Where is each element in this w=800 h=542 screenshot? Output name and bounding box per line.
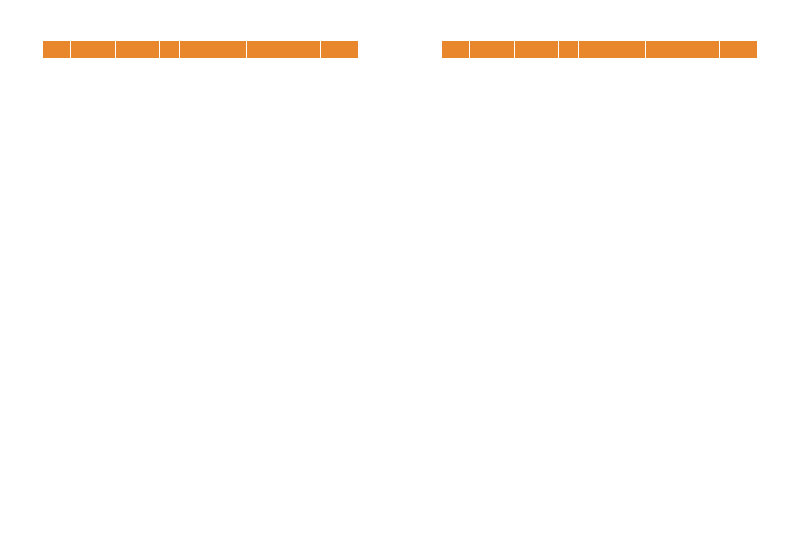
table-header-row [43, 41, 359, 59]
header-lot [43, 41, 71, 59]
left-catalog-table [42, 40, 359, 59]
header-price [321, 41, 359, 59]
header-weight [160, 41, 180, 59]
header-code [71, 41, 116, 59]
header-lot [442, 41, 470, 59]
right-catalog-table [441, 40, 758, 59]
table-header-row [442, 41, 758, 59]
header-price [720, 41, 758, 59]
header-desc [247, 41, 321, 59]
header-desc [646, 41, 720, 59]
header-spec [579, 41, 646, 59]
header-name [515, 41, 559, 59]
header-weight [559, 41, 579, 59]
header-code [470, 41, 515, 59]
header-name [116, 41, 160, 59]
header-spec [180, 41, 247, 59]
